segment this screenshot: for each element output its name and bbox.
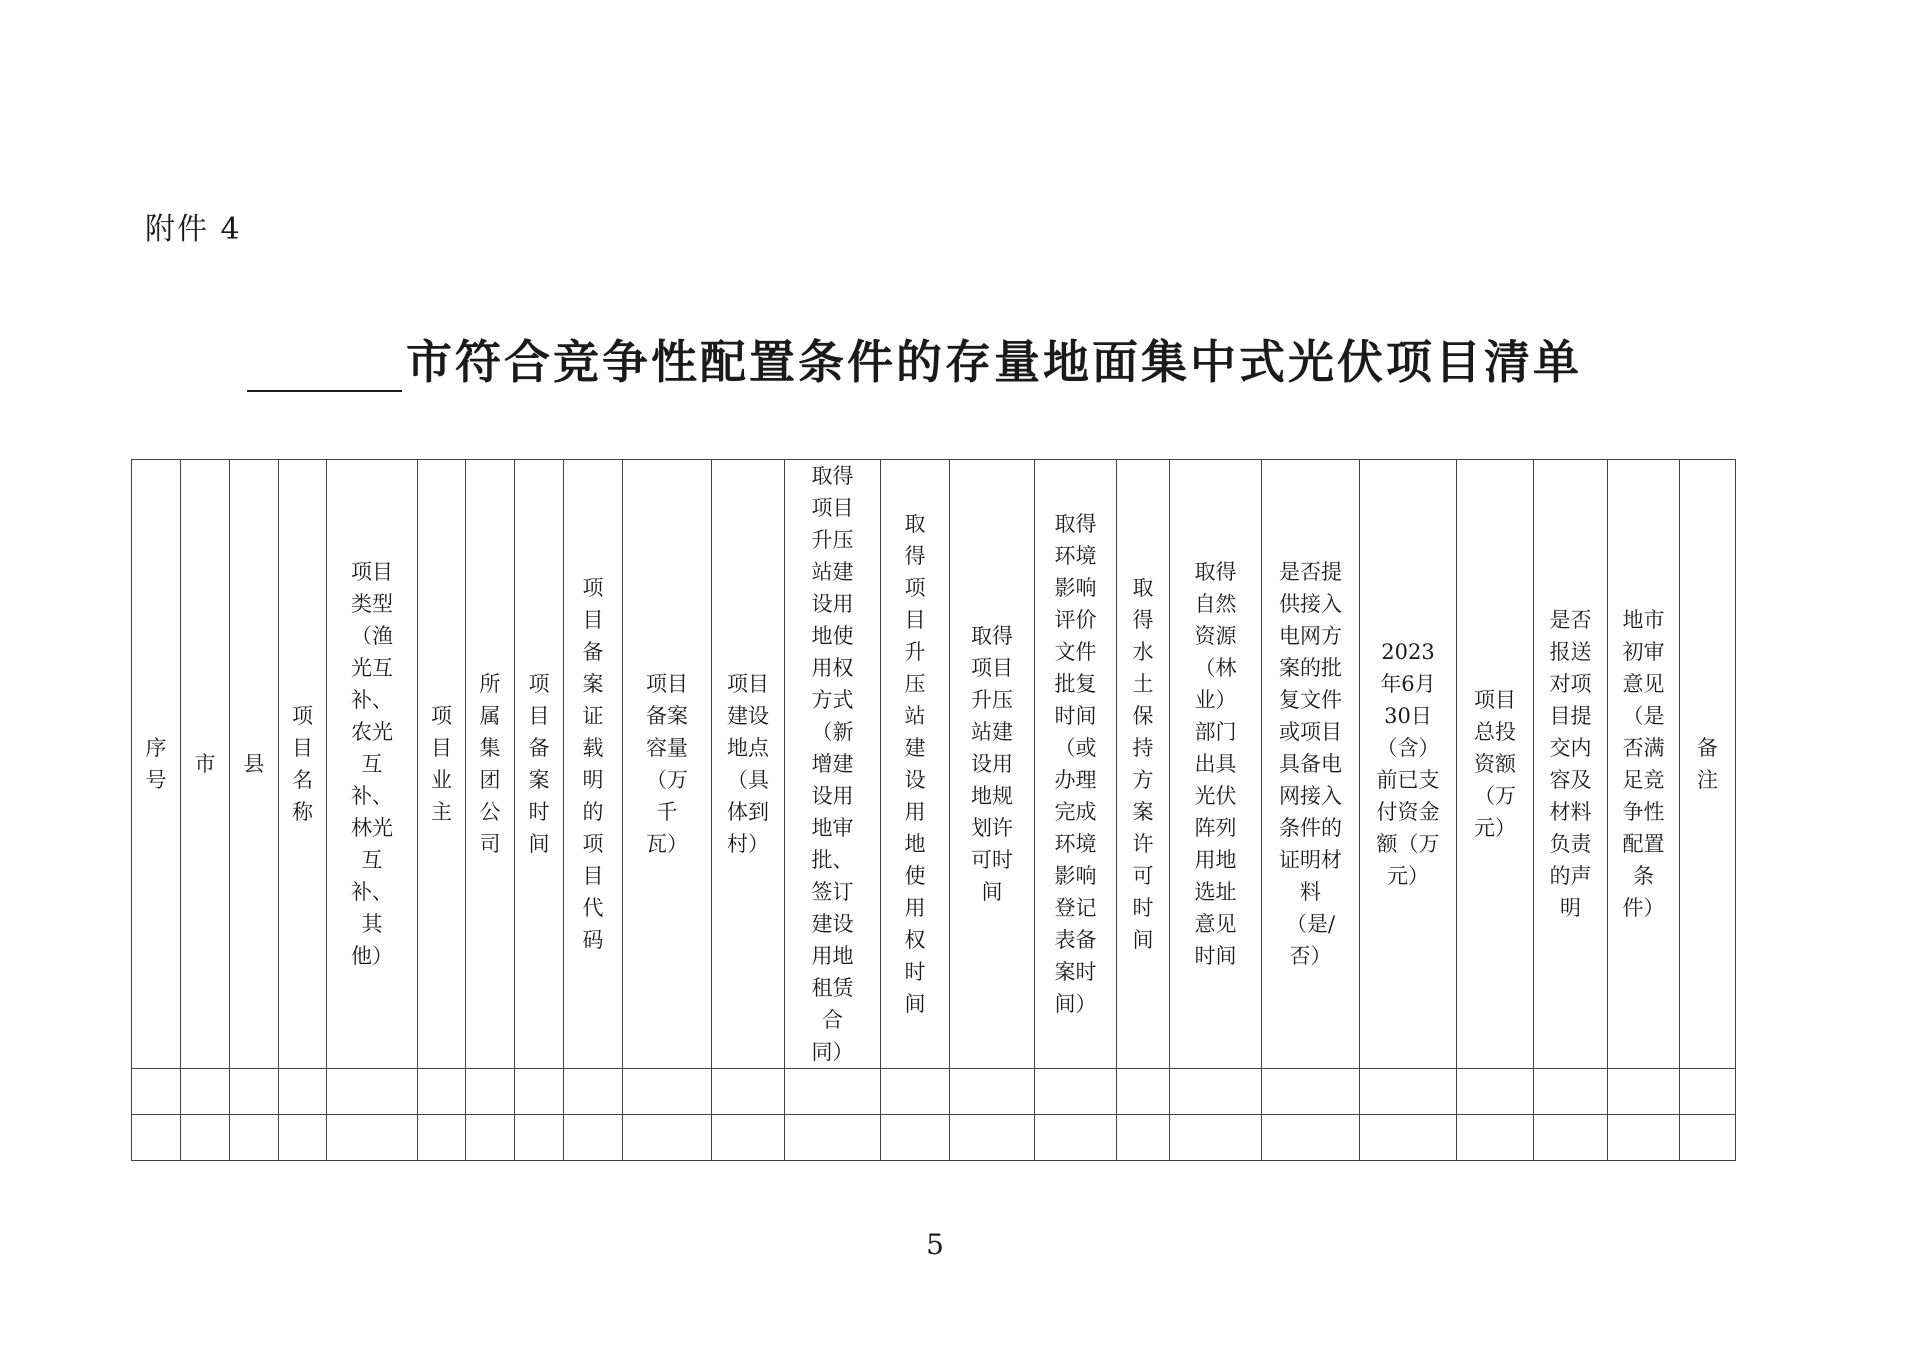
header-cell: 是否提供接入电网方案的批复文件或项目具备电网接入条件的证明材料（是/否） xyxy=(1262,460,1360,1069)
table-cell xyxy=(1360,1115,1457,1161)
table-cell xyxy=(950,1115,1035,1161)
table-cell xyxy=(1680,1115,1736,1161)
document-title xyxy=(247,326,1582,392)
title-text: 市符合竞争性配置条件的存量地面集中式光伏项目清单 xyxy=(406,335,1582,389)
table-cell xyxy=(230,1069,279,1115)
header-cell: 项目总投资额（万元） xyxy=(1457,460,1534,1069)
table-cell xyxy=(181,1069,230,1115)
header-cell: 取得环境影响评价文件批复时间（或办理完成环境影响登记表备案时间） xyxy=(1035,460,1117,1069)
header-cell: 所属集团公司 xyxy=(466,460,515,1069)
header-cell: 县 xyxy=(230,460,279,1069)
table-cell xyxy=(1117,1115,1170,1161)
table-cell xyxy=(1035,1069,1117,1115)
table-cell xyxy=(623,1069,712,1115)
table-cell xyxy=(950,1069,1035,1115)
title-fill-in-blank xyxy=(247,344,402,392)
header-cell: 取得水土保持方案许可时间 xyxy=(1117,460,1170,1069)
table-cell xyxy=(418,1069,466,1115)
header-cell: 项目备案证载明的项目代码 xyxy=(564,460,623,1069)
table-cell xyxy=(327,1115,418,1161)
table-cell xyxy=(1262,1069,1360,1115)
header-cell: 取得项目升压站建设用地使用权时间 xyxy=(881,460,950,1069)
table-cell xyxy=(1457,1115,1534,1161)
attachment-label: 附件 4 xyxy=(145,212,242,247)
table-cell xyxy=(279,1115,327,1161)
table-cell xyxy=(279,1069,327,1115)
table-cell xyxy=(1608,1115,1680,1161)
header-cell: 备注 xyxy=(1680,460,1736,1069)
table-cell xyxy=(623,1115,712,1161)
table-cell xyxy=(785,1115,881,1161)
project-list-table xyxy=(131,459,1736,1161)
table-cell xyxy=(1360,1069,1457,1115)
table-cell xyxy=(881,1115,950,1161)
table-header-row xyxy=(132,460,1736,1069)
table-cell xyxy=(1262,1115,1360,1161)
table-cell xyxy=(1457,1069,1534,1115)
table-cell xyxy=(881,1069,950,1115)
header-cell: 是否报送对项目提交内容及材料负责的声明 xyxy=(1534,460,1608,1069)
table-row xyxy=(132,1115,1736,1161)
table-row xyxy=(132,1069,1736,1115)
table-cell xyxy=(466,1069,515,1115)
table-cell xyxy=(1680,1069,1736,1115)
table-cell xyxy=(712,1115,785,1161)
header-cell: 2023年6月30日（含）前已支付资金额（万元） xyxy=(1360,460,1457,1069)
header-cell: 取得项目升压站建设用地规划许可时间 xyxy=(950,460,1035,1069)
table-cell xyxy=(1117,1069,1170,1115)
table-cell xyxy=(515,1115,564,1161)
header-cell: 项目备案容量（万千瓦） xyxy=(623,460,712,1069)
header-cell: 取得项目升压站建设用地使用权方式（新增建设用地审批、签订建设用地租赁合同） xyxy=(785,460,881,1069)
table-cell xyxy=(1534,1069,1608,1115)
header-cell: 项目名称 xyxy=(279,460,327,1069)
table-cell xyxy=(132,1115,181,1161)
table-cell xyxy=(230,1115,279,1161)
table-cell xyxy=(1608,1069,1680,1115)
table-cell xyxy=(1534,1115,1608,1161)
header-cell: 市 xyxy=(181,460,230,1069)
table-cell xyxy=(132,1069,181,1115)
header-cell: 地市初审意见（是否满足竞争性配置条件） xyxy=(1608,460,1680,1069)
table-cell xyxy=(1035,1115,1117,1161)
table-cell xyxy=(418,1115,466,1161)
table-cell xyxy=(181,1115,230,1161)
table-cell xyxy=(466,1115,515,1161)
table-cell xyxy=(564,1069,623,1115)
page-number: 5 xyxy=(926,1228,944,1261)
header-cell: 项目业主 xyxy=(418,460,466,1069)
header-cell: 项目建设地点（具体到村） xyxy=(712,460,785,1069)
table-cell xyxy=(515,1069,564,1115)
header-cell: 序号 xyxy=(132,460,181,1069)
table-cell xyxy=(327,1069,418,1115)
header-cell: 取得自然资源（林业）部门出具光伏阵列用地选址意见时间 xyxy=(1170,460,1262,1069)
table-cell xyxy=(1170,1069,1262,1115)
table-cell xyxy=(712,1069,785,1115)
table-cell xyxy=(785,1069,881,1115)
table-cell xyxy=(564,1115,623,1161)
header-cell: 项目备案时间 xyxy=(515,460,564,1069)
table-cell xyxy=(1170,1115,1262,1161)
header-cell: 项目类型（渔光互补、农光互补、林光互补、其他） xyxy=(327,460,418,1069)
